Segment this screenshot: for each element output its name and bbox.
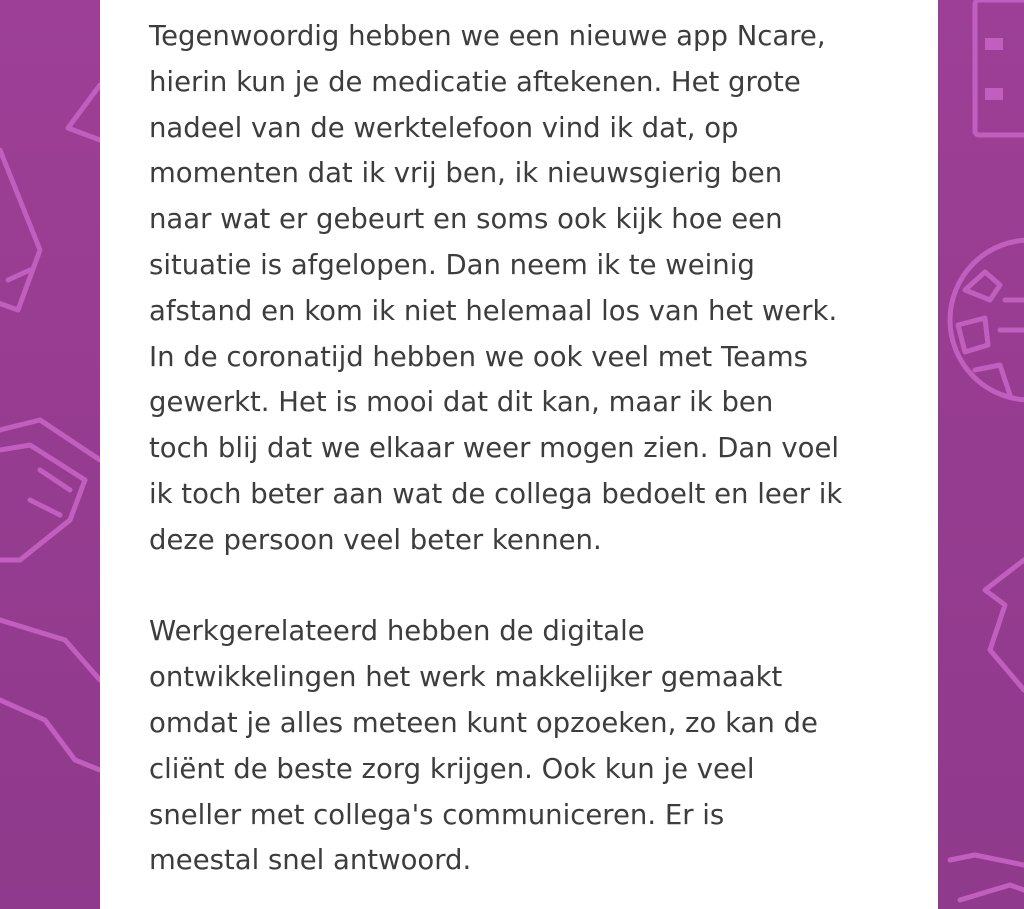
paragraph-line: deze persoon veel beter kennen.: [149, 523, 602, 556]
paragraph-line: nadeel van de werktelefoon vind ik dat, op: [149, 111, 739, 144]
paragraph-line: Tegenwoordig hebben we een nieuwe app Ncare,: [149, 20, 826, 52]
phone-icon: [0, 150, 40, 310]
paragraph-spacer: [149, 564, 888, 610]
article-card: [100, 0, 938, 909]
newspaper-icon: [0, 420, 100, 560]
paragraph-line: cliënt de beste zorg krijgen. Ook kun je veel: [149, 752, 755, 785]
paragraph-line: In de coronatijd hebben we ook veel met Teams: [149, 340, 808, 373]
paper-plane-icon: [68, 85, 100, 140]
megaphone-icon: [0, 620, 100, 770]
article-paragraph-2: [149, 609, 888, 884]
paragraph-line: ontwikkelingen het werk makkelijker gemaakt: [149, 661, 783, 694]
paragraph-line: meestal snel antwoord.: [149, 844, 472, 877]
paragraph-line: toch blij dat we elkaar weer mogen zien. Dan voel: [149, 432, 840, 465]
chat-bubble-icon: [985, 560, 1024, 690]
calendar-icon: [975, 0, 1024, 135]
paragraph-line: sneller met collega's communiceren. Er is: [149, 798, 725, 831]
paragraph-line: hierin kun je de medicatie aftekenen. Het grote: [149, 65, 801, 98]
paragraph-line: situatie is afgelopen. Dan neem ik te weinig: [149, 248, 755, 281]
paragraph-line: Werkgerelateerd hebben de digitale: [149, 615, 645, 648]
paragraph-line: momenten dat ik vrij ben, ik nieuwsgierig ben: [149, 157, 783, 190]
article-paragraph-1: [149, 14, 888, 564]
paragraph-line: gewerkt. Het is mooi dat dit kan, maar ik ben: [149, 386, 774, 419]
globe-icon: [950, 240, 1024, 400]
paragraph-line: omdat je alles meteen kunt opzoeken, zo kan de: [149, 706, 818, 739]
paragraph-line: ik toch beter aan wat de collega bedoelt en leer ik: [149, 477, 843, 510]
paragraph-line: naar wat er gebeurt en soms ook kijk hoe een: [149, 203, 783, 236]
bell-icon: [950, 855, 1024, 900]
paragraph-line: afstand en kom ik niet helemaal los van het werk.: [149, 294, 838, 327]
